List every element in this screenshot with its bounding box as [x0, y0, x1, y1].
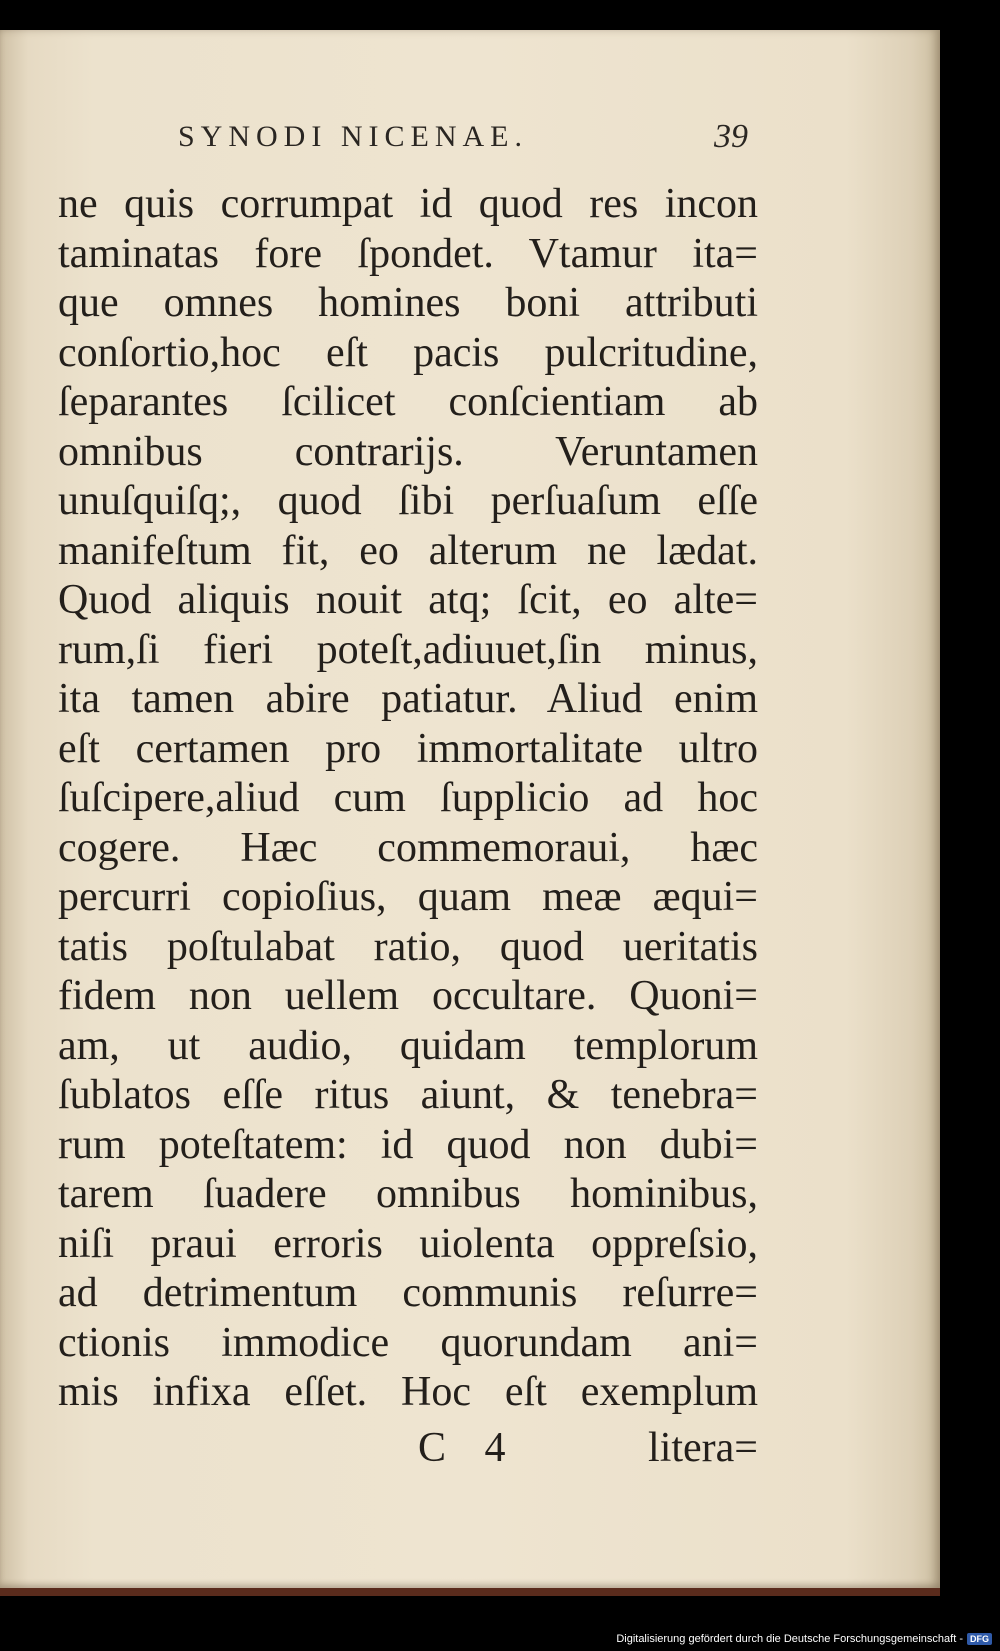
text-line: manifeſtum fit, eo alterum ne lædat.: [58, 527, 758, 574]
body-text: [58, 180, 758, 1418]
text-line: que omnes homines boni attributi: [58, 280, 758, 326]
text-line: am, ut audio, quidam templorum: [58, 1022, 758, 1069]
page-footer: [58, 1420, 758, 1476]
signature-mark: C 4: [418, 1425, 520, 1471]
dfg-logo-icon: DFG: [967, 1633, 992, 1645]
text-line: unuſquiſq;, quod ſibi perſuaſum eſſe: [58, 478, 758, 524]
text-line: ſuſcipere,aliud cum ſupplicio ad hoc: [58, 775, 758, 821]
text-line: rum poteſtatem: id quod non dubi=: [58, 1121, 758, 1168]
text-line: ne quis corrumpat id quod res incon: [58, 181, 758, 227]
text-line: tatis poſtulabat ratio, quod ueritatis: [58, 923, 758, 970]
text-line: ad detrimentum communis reſurre=: [58, 1270, 758, 1316]
page-header: [178, 106, 748, 166]
digitization-credit: [616, 1633, 992, 1645]
text-line: ita tamen abire patiatur. Aliud enim: [58, 676, 758, 722]
text-line: ſublatos eſſe ritus aiunt, & tenebra=: [58, 1072, 758, 1118]
text-line: ſeparantes ſcilicet conſcientiam ab: [58, 379, 758, 425]
catchword: litera=: [648, 1425, 758, 1471]
credit-text: Digitalisierung gefördert durch die Deutsche Forschungsgemeinschaft -: [616, 1633, 963, 1645]
text-line: rum,ſi fieri poteſt,adiuuet,ſin minus,: [58, 626, 758, 673]
text-line: Quod aliquis nouit atq; ſcit, eo alte=: [58, 577, 758, 623]
text-line: fidem non uellem occultare. Quoni=: [58, 973, 758, 1019]
text-line: ctionis immodice quorundam ani=: [58, 1319, 758, 1366]
running-title: SYNODI NICENAE.: [178, 120, 528, 153]
text-line: conſortio,hoc eſt pacis pulcritudine,: [58, 329, 758, 376]
book-page: [0, 30, 940, 1588]
text-line: mis infixa eſſet. Hoc eſt exemplum: [58, 1369, 758, 1415]
text-line: niſi praui erroris uiolenta oppreſsio,: [58, 1220, 758, 1267]
text-line: percurri copioſius, quam meæ æqui=: [58, 874, 758, 920]
text-line: taminatas fore ſpondet. Vtamur ita=: [58, 230, 758, 277]
text-line: eſt certamen pro immortalitate ultro: [58, 725, 758, 772]
page-number: 39: [714, 118, 748, 155]
text-line: cogere. Hæc commemoraui, hæc: [58, 824, 758, 871]
page-edge: [0, 1588, 940, 1596]
text-line: tarem ſuadere omnibus hominibus,: [58, 1171, 758, 1217]
text-line: omnibus contrarijs. Veruntamen: [58, 428, 758, 475]
